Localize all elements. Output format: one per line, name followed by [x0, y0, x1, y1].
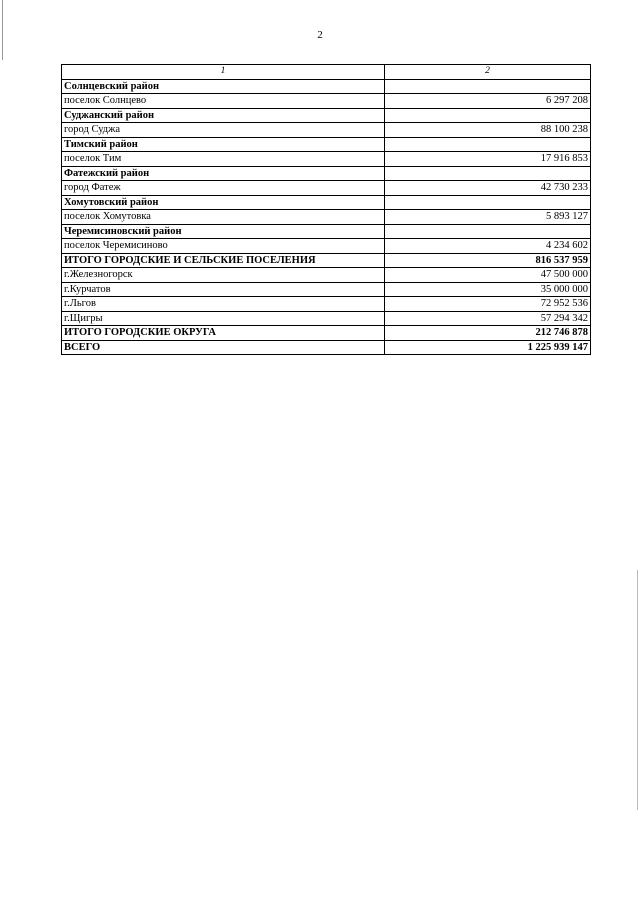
page-number: 2: [317, 29, 323, 41]
row-value: [385, 108, 591, 123]
row-name: г.Щигры: [62, 311, 385, 326]
district-row: [62, 195, 591, 210]
row-name: г.Курчатов: [62, 282, 385, 297]
row-name: поселок Черемисиново: [62, 239, 385, 254]
scan-edge-mark: [2, 0, 3, 60]
row-value: 6 297 208: [385, 94, 591, 109]
column-header-2: 2: [385, 65, 591, 80]
table-row: [62, 268, 591, 283]
row-name: поселок Тим: [62, 152, 385, 167]
column-header-1: 1: [62, 65, 385, 80]
scan-edge-mark: [637, 570, 638, 810]
table-row: [62, 94, 591, 109]
district-row: [62, 137, 591, 152]
district-row: [62, 108, 591, 123]
row-name: Черемисиновский район: [62, 224, 385, 239]
table-row: [62, 282, 591, 297]
total-row: [62, 326, 591, 341]
table-row: [62, 123, 591, 138]
row-name: Суджанский район: [62, 108, 385, 123]
row-value: 35 000 000: [385, 282, 591, 297]
district-row: [62, 79, 591, 94]
table-row: [62, 239, 591, 254]
row-value: 17 916 853: [385, 152, 591, 167]
row-value: [385, 166, 591, 181]
row-value: 88 100 238: [385, 123, 591, 138]
row-value: 57 294 342: [385, 311, 591, 326]
row-value: 42 730 233: [385, 181, 591, 196]
row-value: 47 500 000: [385, 268, 591, 283]
row-value: [385, 137, 591, 152]
row-name: поселок Хомутовка: [62, 210, 385, 225]
table-row: [62, 181, 591, 196]
row-value: 5 893 127: [385, 210, 591, 225]
row-name: поселок Солнцево: [62, 94, 385, 109]
row-name: г.Железногорск: [62, 268, 385, 283]
row-value: [385, 224, 591, 239]
row-value: 212 746 878: [385, 326, 591, 341]
row-name: город Суджа: [62, 123, 385, 138]
row-value: 1 225 939 147: [385, 340, 591, 355]
total-row: [62, 253, 591, 268]
row-value: 816 537 959: [385, 253, 591, 268]
table-row: [62, 152, 591, 167]
table-body: [62, 79, 591, 355]
row-value: 4 234 602: [385, 239, 591, 254]
row-name: ИТОГО ГОРОДСКИЕ И СЕЛЬСКИЕ ПОСЕЛЕНИЯ: [62, 253, 385, 268]
table-header-row: [62, 65, 591, 80]
row-value: 72 952 536: [385, 297, 591, 312]
row-value: [385, 195, 591, 210]
row-name: Солнцевский район: [62, 79, 385, 94]
row-value: [385, 79, 591, 94]
row-name: Фатежский район: [62, 166, 385, 181]
table-row: [62, 311, 591, 326]
row-name: Хомутовский район: [62, 195, 385, 210]
row-name: г.Льгов: [62, 297, 385, 312]
row-name: Тимский район: [62, 137, 385, 152]
district-row: [62, 224, 591, 239]
row-name: ВСЕГО: [62, 340, 385, 355]
total-row: [62, 340, 591, 355]
table-row: [62, 210, 591, 225]
budget-table: [61, 64, 591, 355]
district-row: [62, 166, 591, 181]
row-name: город Фатеж: [62, 181, 385, 196]
table-row: [62, 297, 591, 312]
row-name: ИТОГО ГОРОДСКИЕ ОКРУГА: [62, 326, 385, 341]
